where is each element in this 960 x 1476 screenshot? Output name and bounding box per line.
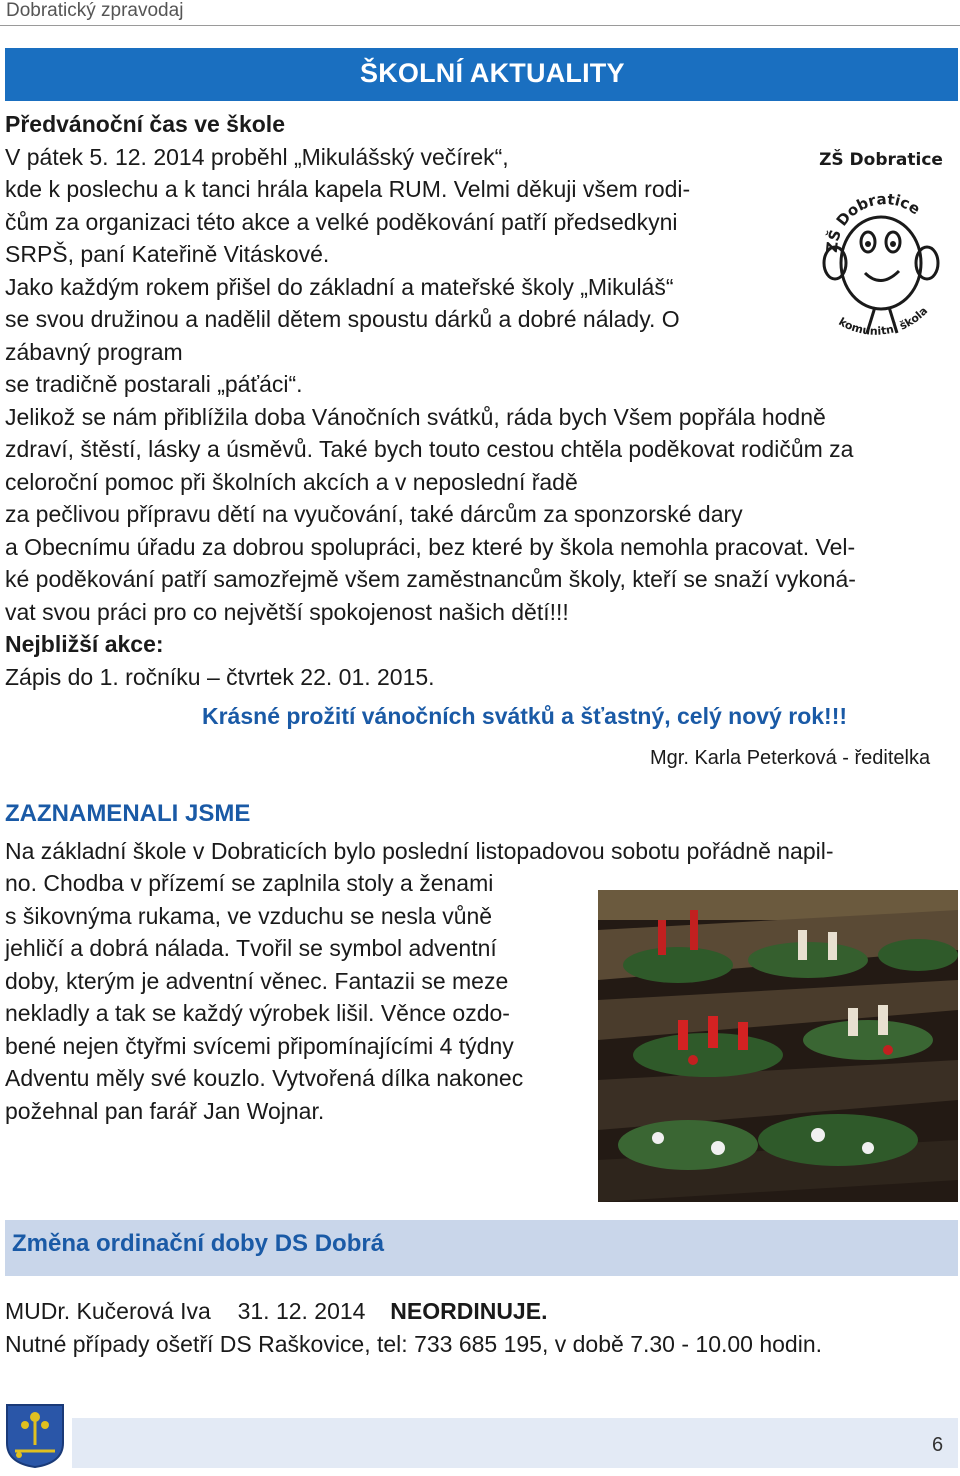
logo-arc-top: ZŠ Dobratice bbox=[822, 189, 924, 254]
article-line: celoroční pomoc při školních akcích a v neposlední řadě bbox=[5, 468, 578, 495]
zaznamenali-text bbox=[5, 867, 583, 1127]
logo-arc-bottom: komunitní škola bbox=[836, 304, 931, 338]
signature: Mgr. Karla Peterková - ředitelka bbox=[650, 747, 931, 769]
logo-title: ZŠ Dobratice bbox=[819, 150, 943, 170]
page-number: 6 bbox=[932, 1434, 944, 1456]
article-line: Jelikož se nám přiblížila doba Vánočních svátků, ráda bych Všem popřála hodně bbox=[5, 403, 826, 430]
article-line: zábavný program bbox=[5, 338, 183, 365]
article-line: vat svou práci pro co největší spokojenost našich dětí!!! bbox=[5, 598, 569, 625]
article-line: doby, kterým je adventní věnec. Fantazii se meze bbox=[5, 967, 509, 994]
article-line: ké poděkování patří samozřejmě všem zaměstnancům školy, kteří se snaží vykoná- bbox=[5, 566, 856, 592]
header-rule bbox=[0, 25, 960, 26]
zaznamenali-heading: ZAZNAMENALI JSME bbox=[5, 800, 251, 827]
ordinace-note: Nutné případy ošetří DS Raškovice, tel: 733 685 195, v době 7.30 - 10.00 hodin. bbox=[5, 1331, 823, 1357]
village-crest-icon bbox=[5, 1403, 65, 1469]
article-line: čům za organizaci této akce a velké poděkování patří předsedkyni bbox=[5, 208, 678, 235]
ordinace-heading: Změna ordinační doby DS Dobrá bbox=[12, 1230, 385, 1257]
svg-text:ZŠ Dobratice bbox=[823, 190, 924, 253]
article-line: s šikovnýma rukama, ve vzduchu se nesla vůně bbox=[5, 902, 493, 929]
article-line: bené nejen čtyřmi svícemi připomínajícími 4 týdny bbox=[5, 1032, 514, 1059]
publication-title: Dobratický zpravodaj bbox=[6, 0, 184, 21]
next-event: Zápis do 1. ročníku – čtvrtek 22. 01. 2015. bbox=[5, 663, 435, 690]
article-line: Adventu měly své kouzlo. Vytvořená dílka nakonec bbox=[5, 1065, 524, 1091]
closure-date: 31. 12. 2014 bbox=[237, 1298, 366, 1324]
article-line: a Obecnímu úřadu za dobrou spolupráci, bez které by škola nemohla pracovat. Vel- bbox=[5, 533, 856, 560]
article-heading: Předvánoční čas ve škole bbox=[5, 111, 285, 137]
article-line: požehnal pan farář Jan Wojnar. bbox=[5, 1097, 325, 1124]
ordinace-text bbox=[5, 1295, 822, 1361]
article-line: Jako každým rokem přišel do základní a mateřské školy „Mikuláš“ bbox=[5, 273, 674, 300]
zaznamenali-first-line: Na základní škole v Dobraticích bylo poslední listopadovou sobotu pořádně napil- bbox=[5, 838, 834, 864]
article-line: no. Chodba v přízemí se zaplnila stoly a ženami bbox=[5, 870, 494, 896]
article-line: kde k poslechu a k tanci hrála kapela RUM. Velmi děkuji všem rodi- bbox=[5, 176, 691, 202]
article-line: se svou družinou a nadělil dětem spoustu dárků a dobré nálady. O bbox=[5, 306, 680, 332]
footer-bar bbox=[72, 1418, 958, 1468]
next-events-heading: Nejbližší akce: bbox=[5, 631, 164, 657]
article-line: se tradičně postarali „páťáci“. bbox=[5, 371, 303, 397]
school-logo bbox=[805, 145, 957, 350]
article-line: za pečlivou přípravu dětí na vyučování, také dárcům za sponzorské dary bbox=[5, 501, 743, 527]
article-line: jehličí a dobrá nálada. Tvořil se symbol adventní bbox=[5, 935, 497, 961]
article-line: nekladly a tak se každý výrobek lišil. Věnce ozdo- bbox=[5, 1000, 510, 1026]
closure-status: NEORDINUJE. bbox=[390, 1298, 548, 1324]
article-line: SRPŠ, paní Kateřině Vitáskové. bbox=[5, 241, 330, 267]
season-wish: Krásné prožití vánočních svátků a šťastný, celý nový rok!!! bbox=[202, 703, 848, 729]
section-title: ŠKOLNÍ AKTUALITY bbox=[360, 58, 625, 88]
advent-wreaths-photo bbox=[598, 890, 958, 1202]
article-line: V pátek 5. 12. 2014 proběhl „Mikulášský večírek“, bbox=[5, 143, 509, 170]
article-line: zdraví, štěstí, lásky a úsměvů. Také bych touto cestou chtěla poděkovat rodičům za bbox=[5, 436, 854, 462]
doctor-name: MUDr. Kučerová Iva bbox=[5, 1298, 211, 1324]
